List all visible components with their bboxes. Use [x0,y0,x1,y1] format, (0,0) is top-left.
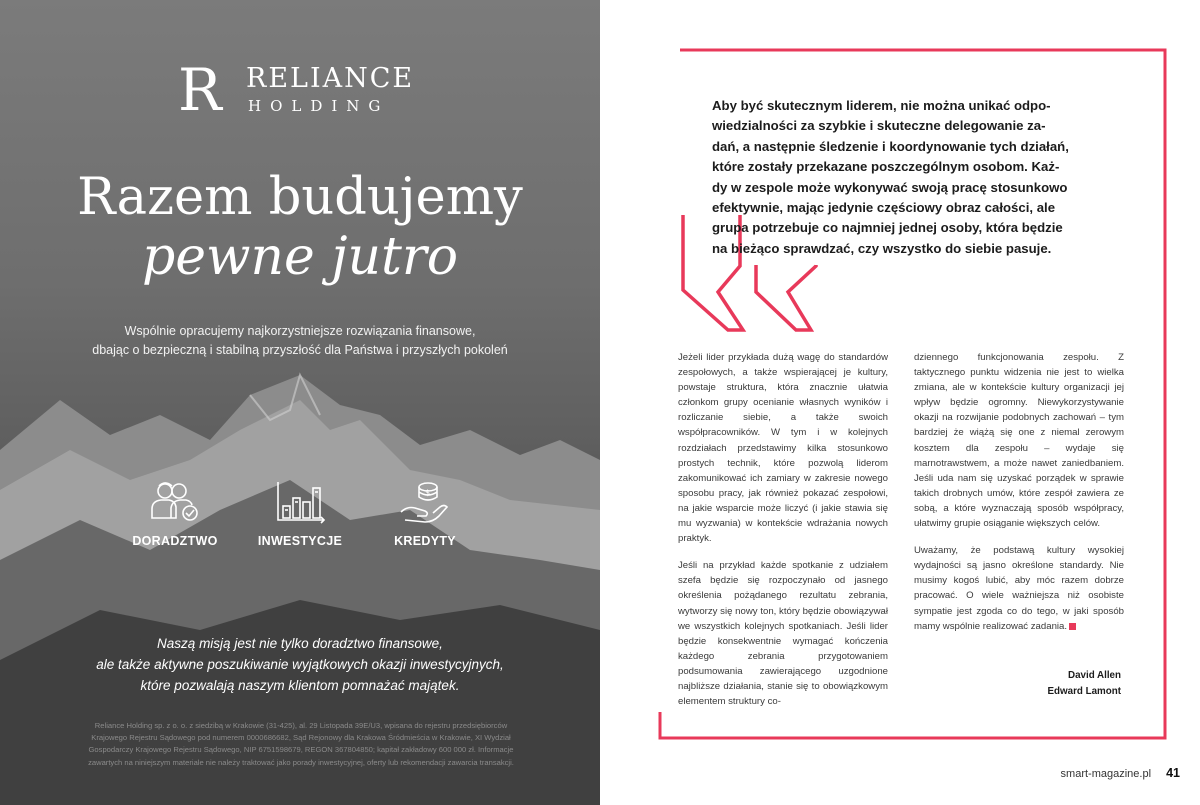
quote-line: dy w zespole może wykonywać swoją pracę stosunkowo [712,179,1068,195]
quote-mark-icon [756,265,816,330]
logo-subtitle: HOLDING [248,97,390,115]
svg-text:$: $ [425,488,431,497]
quote-line: grupa potrzebuje co najmniej jednej osoby, która będzie [712,220,1063,236]
intro-line: dbając o bezpieczną i stabilną przyszłość dla Państwa i przyszłych pokoleń [92,343,508,357]
article-paragraph-last [914,543,1124,634]
feature-label: DORADZTWO [132,534,218,548]
article-paragraph-text: Uważamy, że podstawą kultury wysokiej wydajności są jasno określone standardy. Nie musimy kogoś lubić, aby móc razem dobrze pracować. O wiele ważniejsza niż osobiste sympatie jest zgoda co do tego, w jaki sposób mamy wspólnie realizować zadania. [914,545,1124,632]
headline-line-2: pewne jutro [141,227,459,287]
quote-line: Aby być skutecznym liderem, nie można unikać odpo- [712,98,1051,113]
legal-disclaimer [56,720,546,769]
article-paragraph: Jeżeli lider przykłada dużą wagę do standardów zespołowych, a także wspierającej je kultury, powstaje struktura, która znacznie ułatwia członkom grupy ocenianie własnych wyników i rozliczanie siebie, a także swoich współpracowników. W tym i w kolejnych rozdziałach przedstawimy kilka stosunkowo prostych technik, które pozwolą liderom zakomunikować ich zamiary w zakresie nowego sposobu pracy, jak również pokazać zespołowi, na jakie wsparcie może liczyć (i jakie stawia się mu wyzwania) w kontekście wdrażania nowych praktyk. [678,352,888,545]
right-page-article [600,0,1200,805]
feature-loans [370,478,480,548]
legal-line: Reliance Holding sp. z o. o. z siedzibą w Krakowie (31-425), al. 29 Listopada 39E/U3, wpisana do rejestru przedsiębiorców [94,721,508,730]
author-name: Edward Lamont [1047,685,1121,697]
legal-line: Gospodarczy Krajowego Rejestru Sądowego, NIP 6751598679, REGON 367804850; kapitał zakładowy 600 000 zł. Informacje [88,745,514,755]
pull-quote [712,96,1112,259]
article-paragraph: Jeśli na przykład każde spotkanie z udziałem szefa będzie się rozpoczynało od jasnego określenia pożądanego rezultatu zebrania, wytworzy się nowy ton, który będzie obowiązywał we wszystkich kolejnych spotkaniach. Jeśli lider będzie konsekwentnie wymagać kończenia każdego zebrania przygotowaniem podsumowania zawierającego uzgodnione najbliższe działania, stanie się to obowiązkowym elementem struktury co- [678,560,888,708]
magazine-website[interactable]: smart-magazine.pl [1060,768,1152,780]
mission-line: Naszą misją jest nie tylko doradztwo finansowe, [157,636,443,651]
logo-mark: R [178,56,222,124]
intro-line: Wspólnie opracujemy najkorzystniejsze rozwiązania finansowe, [124,324,476,338]
intro-text [40,322,560,360]
legal-line: zawartych na niniejszym materiale nie należy traktować jako porady inwestycyjnej, oferty lub rekomendacji zawarcia transakcji. [88,757,514,767]
author-name: David Allen [1068,670,1121,681]
quote-line: efektywnie, mając jedynie częściowy obraz całości, ale [712,200,1056,216]
end-of-article-icon [1069,623,1076,630]
legal-line: Krajowego Rejestru Sądowego pod numerem 0000686682, Sąd Rejonowy dla Krakowa Śródmieścia w Krakowie, XI Wydział [91,733,511,743]
feature-label: INWESTYCJE [257,534,343,548]
quote-line: dań, a następnie śledzenie i koordynowanie tych działań, [712,138,1069,154]
hand-coin-icon [397,478,453,526]
quote-line: wiedzialności za szybkie i skuteczne delegowanie za- [712,118,1046,134]
logo-name: RELIANCE [246,63,415,94]
mission-statement [40,633,560,696]
feature-list [120,478,480,558]
quote-line: które zostały przekazane poszczególnym osobom. Każ- [712,159,1060,175]
page-footer [1032,766,1180,780]
feature-advisory [120,478,230,548]
page-number: 41 [1166,766,1180,780]
bar-chart-icon [272,478,328,526]
reliance-holding-logo [178,56,428,124]
article-authors [914,668,1121,699]
mission-line: które pozwalają naszym klientom pomnażać majątek. [140,678,460,693]
feature-label: KREDYTY [394,534,456,548]
headline-line-1: Razem budujemy [77,168,523,227]
article-column-1 [678,350,888,721]
feature-investments [245,478,355,548]
mission-line: ale także aktywne poszukiwanie wyjątkowych okazji inwestycyjnych, [96,657,504,672]
article-column-2 [914,350,1124,646]
quote-line: na bieżąco sprawdzać, czy wszystko do siebie pasuje. [712,240,1052,256]
advisors-icon [147,478,203,526]
article-paragraph: dziennego funkcjonowania zespołu. Z taktycznego punktu widzenia nie jest to wielka zmiana, ale w kontekście kultury organizacji jej wpływ będzie ogromny. Niewykorzystywanie okazji na rozwijanie podobnych zachowań – tym bardziej że wiążą się one z niemal zerowym kosztem dla zespołu – wydaje się marnotrawstwem, a może nawet zaniedbaniem. Jeśli uda nam się uzyskać porządek w sprawie takich drobnych umów, które zespół zawiera ze sobą, a które wyznaczają sposób współpracy, ułatwimy grupie osiąganie większych celów. [914,352,1124,530]
